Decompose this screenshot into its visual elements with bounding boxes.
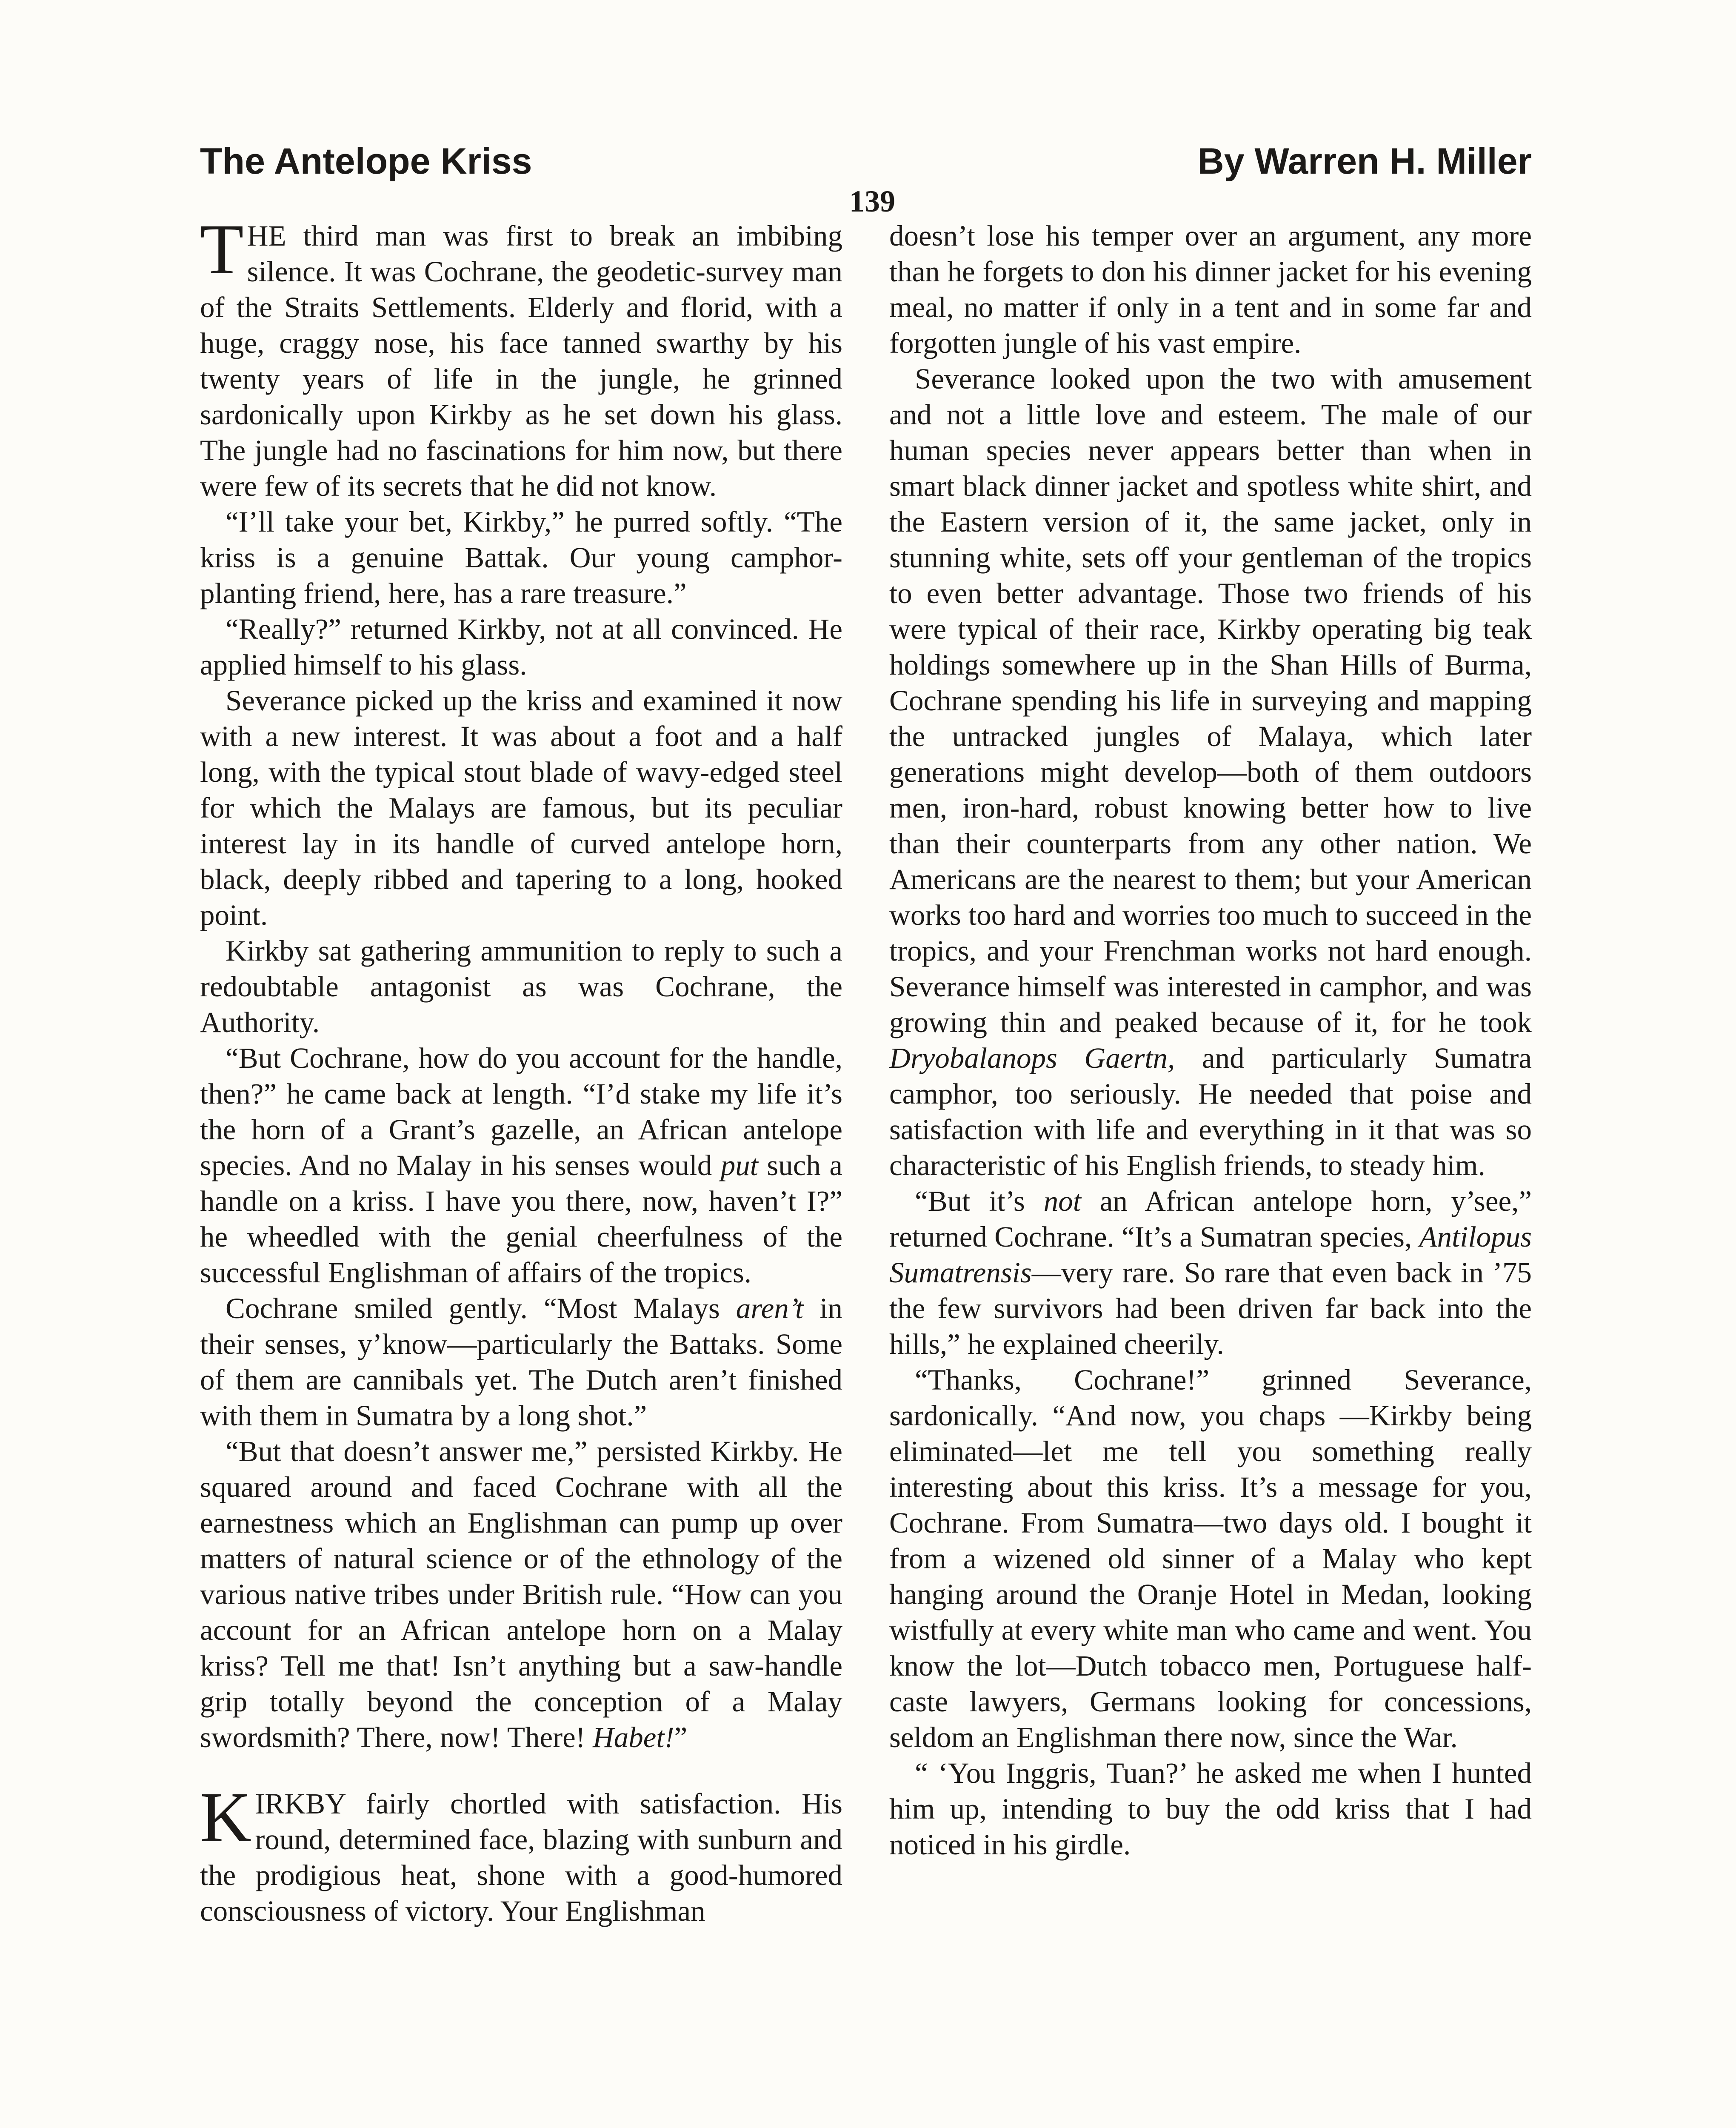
left-column xyxy=(200,210,843,1929)
paragraph: “But Cochrane, how do you account for the handle, then?” he came back at length. “I’d stake my life it’s the horn of a Grant’s gazelle, an African antelope species. And no Malay in his senses would put such a handle on a kriss. I have you there, now, haven’t I?” he wheedled with the genial cheerfulness of the successful Englishman of affairs of the tropics. xyxy=(200,1042,842,1289)
paragraph: “Thanks, Cochrane!” grinned Severance, sardonically. “And now, you chaps —Kirkby being eliminated—let me tell you something really interesting about this kriss. It’s a message for you, Cochrane. From Sumatra—two days old. I bought it from a wizened old sinner of a Malay who kept hanging around the Oranje Hotel in Medan, looking wistfully at every white man who came and went. You know the lot—Dutch tobacco men, Portuguese half-caste lawyers, Germans looking for concessions, seldom an Englishman there now, since the War. xyxy=(889,1364,1532,1753)
drop-cap: K xyxy=(200,1778,252,1857)
paragraph: doesn’t lose his temper over an argument, any more than he forgets to don his dinner jacket for his evening meal, no matter if only in a tent and in some far and forgotten jungle of his vast empire. xyxy=(889,220,1532,359)
page-number: 139 xyxy=(849,184,895,218)
page-header xyxy=(200,140,1532,183)
right-column xyxy=(889,218,1532,1862)
paragraph: “But that doesn’t answer me,” persisted Kirkby. He squared around and faced Cochrane with all the earnestness which an Englishman can pump up over matters of natural science or of the ethnology of the various native tribes under British rule. “How can you account for an African antelope horn on a Malay kriss? Tell me that! Isn’t anything but a saw-handle grip totally beyond the conception of a Malay swordsmith? There, now! There! Habet!” xyxy=(200,1435,842,1753)
paragraph: “But it’s not an African antelope horn, y’see,” returned Cochrane. “It’s a Sumatran species, Antilopus Sumatrensis—very rare. So rare that even back in ’75 the few survivors had been driven far back into the hills,” he explained cheerily. xyxy=(889,1185,1532,1360)
paragraph: THE third man was first to break an imbibing silence. It was Cochrane, the geodetic-survey man of the Straits Settlements. Elderly and florid, with a huge, craggy nose, his face tanned swarthy by his twenty years of life in the jungle, he grinned sardonically upon Kirkby as he set down his glass. The jungle had no fascinations for him now, but there were few of its secrets that he did not know. xyxy=(200,210,842,502)
author-byline: By Warren H. Miller xyxy=(1197,141,1532,182)
paragraph: KIRKBY fairly chortled with satisfaction. His round, determined face, blazing with sunburn and the prodigious heat, shone with a good-humored consciousness of victory. Your Englishman xyxy=(200,1778,842,1927)
paragraph: “I’ll take your bet, Kirkby,” he purred softly. “The kriss is a genuine Battak. Our young camphor-planting friend, here, has a rare treasure.” xyxy=(200,506,842,609)
paragraph: Severance looked upon the two with amusement and not a little love and esteem. The male of our human species never appears better than when in smart black dinner jacket and spotless white shirt, and the Eastern version of it, the same jacket, only in stunning white, sets off your gentleman of the tropics to even better advantage. Those two friends of his were typical of their race, Kirkby operating big teak holdings somewhere up in the Shan Hills of Burma, Cochrane spending his life in surveying and mapping the untracked jungles of Malaya, which later generations might develop—both of them outdoors men, iron-hard, robust knowing better how to live than their counterparts from any other nation. We Americans are the nearest to them; but your American works too hard and worries too much to succeed in the tropics, and your Frenchman works not hard enough. Severance himself was interested in camphor, and was growing thin and peaked because of it, for he took Dryobalanops Gaertn, and particularly Sumatra camphor, too seriously. He needed that poise and satisfaction with life and everything in it that was so characteristic of his English friends, to steady him. xyxy=(889,363,1532,1181)
paragraph: Cochrane smiled gently. “Most Malays aren’t in their senses, y’know—particularly the Battaks. Some of them are cannibals yet. The Dutch aren’t finished with them in Sumatra by a long shot.” xyxy=(200,1292,843,1432)
paragraph: Kirkby sat gathering ammunition to reply to such a redoubtable antagonist as was Cochrane, the Authority. xyxy=(200,935,842,1038)
paragraph: “ ‘You Inggris, Tuan?’ he asked me when I hunted him up, intending to buy the odd kriss that I had noticed in his girdle. xyxy=(889,1757,1532,1861)
paragraph: Severance picked up the kriss and examined it now with a new interest. It was about a foot and a half long, with the typical stout blade of wavy-edged steel for which the Malays are famous, but its peculiar interest lay in its handle of curved antelope horn, black, deeply ribbed and tapering to a long, hooked point. xyxy=(200,684,842,931)
paragraph: “Really?” returned Kirkby, not at all convinced. He applied himself to his glass. xyxy=(200,613,842,681)
story-title: The Antelope Kriss xyxy=(200,141,532,182)
drop-cap: T xyxy=(200,210,244,289)
